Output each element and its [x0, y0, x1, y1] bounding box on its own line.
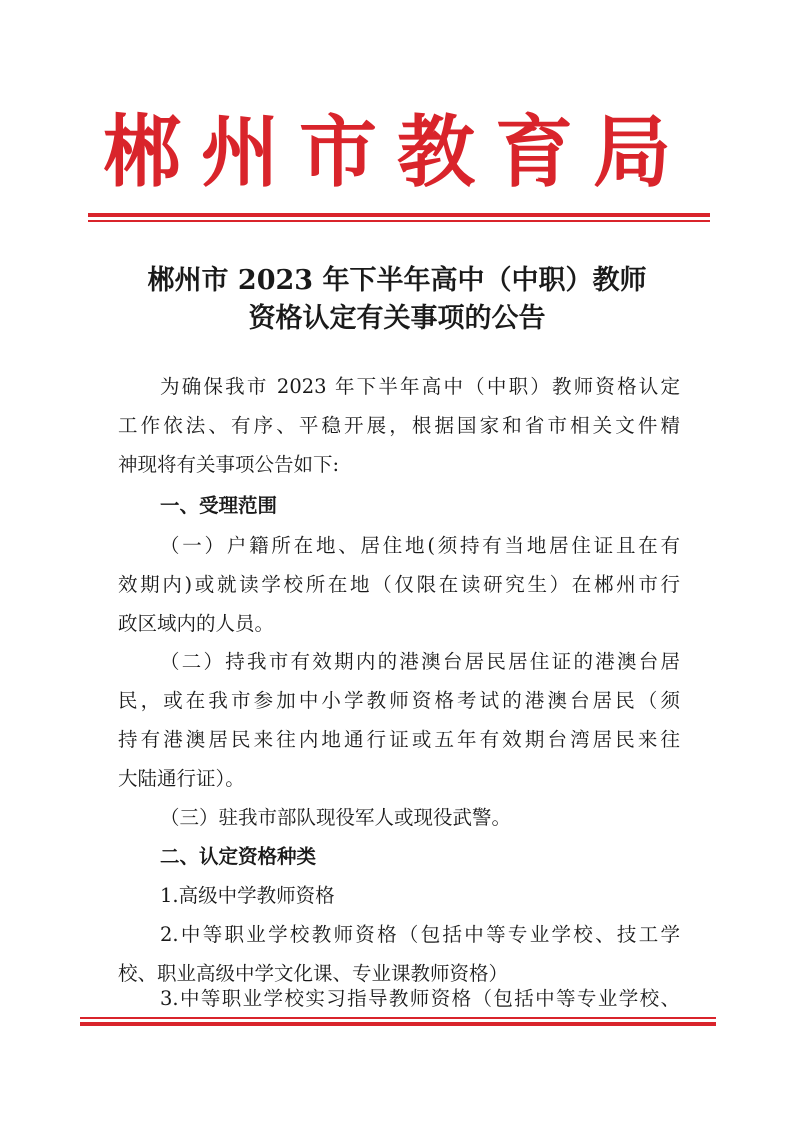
agency-masthead: 郴州市教育局: [102, 107, 691, 198]
header-thick-rule: [88, 213, 710, 217]
footer-thin-rule: [80, 1017, 716, 1019]
intro-line-1: 为确保我市 2023 年下半年高中（中职）教师资格认定: [160, 375, 680, 398]
s1-item2-line-2: 民，或在我市参加中小学教师资格考试的港澳台居民（须: [118, 689, 680, 712]
s2-item2-line-1: 2.中等职业学校教师资格（包括中等专业学校、技工学: [160, 923, 680, 946]
s2-item2-line-2: 校、职业高级中学文化课、专业课教师资格）: [118, 962, 509, 985]
s1-item1-line-3: 政区域内的人员。: [118, 612, 275, 635]
s1-item2-line-1: （二）持我市有效期内的港澳台居民居住证的港澳台居: [160, 650, 680, 673]
header-thin-rule: [88, 220, 710, 222]
s2-item1-line: 1.高级中学教师资格: [160, 884, 335, 907]
footer-thick-rule: [80, 1022, 716, 1026]
section-2-heading: 二、认定资格种类: [160, 845, 317, 868]
document-title-line-2: 资格认定有关事项的公告: [248, 303, 546, 334]
document-title-line-1: 郴州市 2023 年下半年高中（中职）教师: [147, 265, 647, 296]
section-1-heading: 一、受理范围: [160, 494, 278, 517]
s2-item3-line: 3.中等职业学校实习指导教师资格（包括中等专业学校、: [160, 987, 680, 1010]
s1-item1-line-2: 效期内)或就读学校所在地（仅限在读研究生）在郴州市行: [118, 573, 680, 596]
s1-item2-line-3: 持有港澳居民来往内地通行证或五年有效期台湾居民来往: [118, 728, 680, 751]
s1-item2-line-4: 大陆通行证）。: [118, 767, 245, 790]
s1-item3-line: （三）驻我市部队现役军人或现役武警。: [160, 806, 512, 829]
intro-line-2: 工作依法、有序、平稳开展，根据国家和省市相关文件精: [118, 414, 680, 437]
intro-line-3: 神现将有关事项公告如下:: [118, 453, 340, 476]
s1-item1-line-1: （一）户籍所在地、居住地(须持有当地居住证且在有: [160, 534, 680, 557]
